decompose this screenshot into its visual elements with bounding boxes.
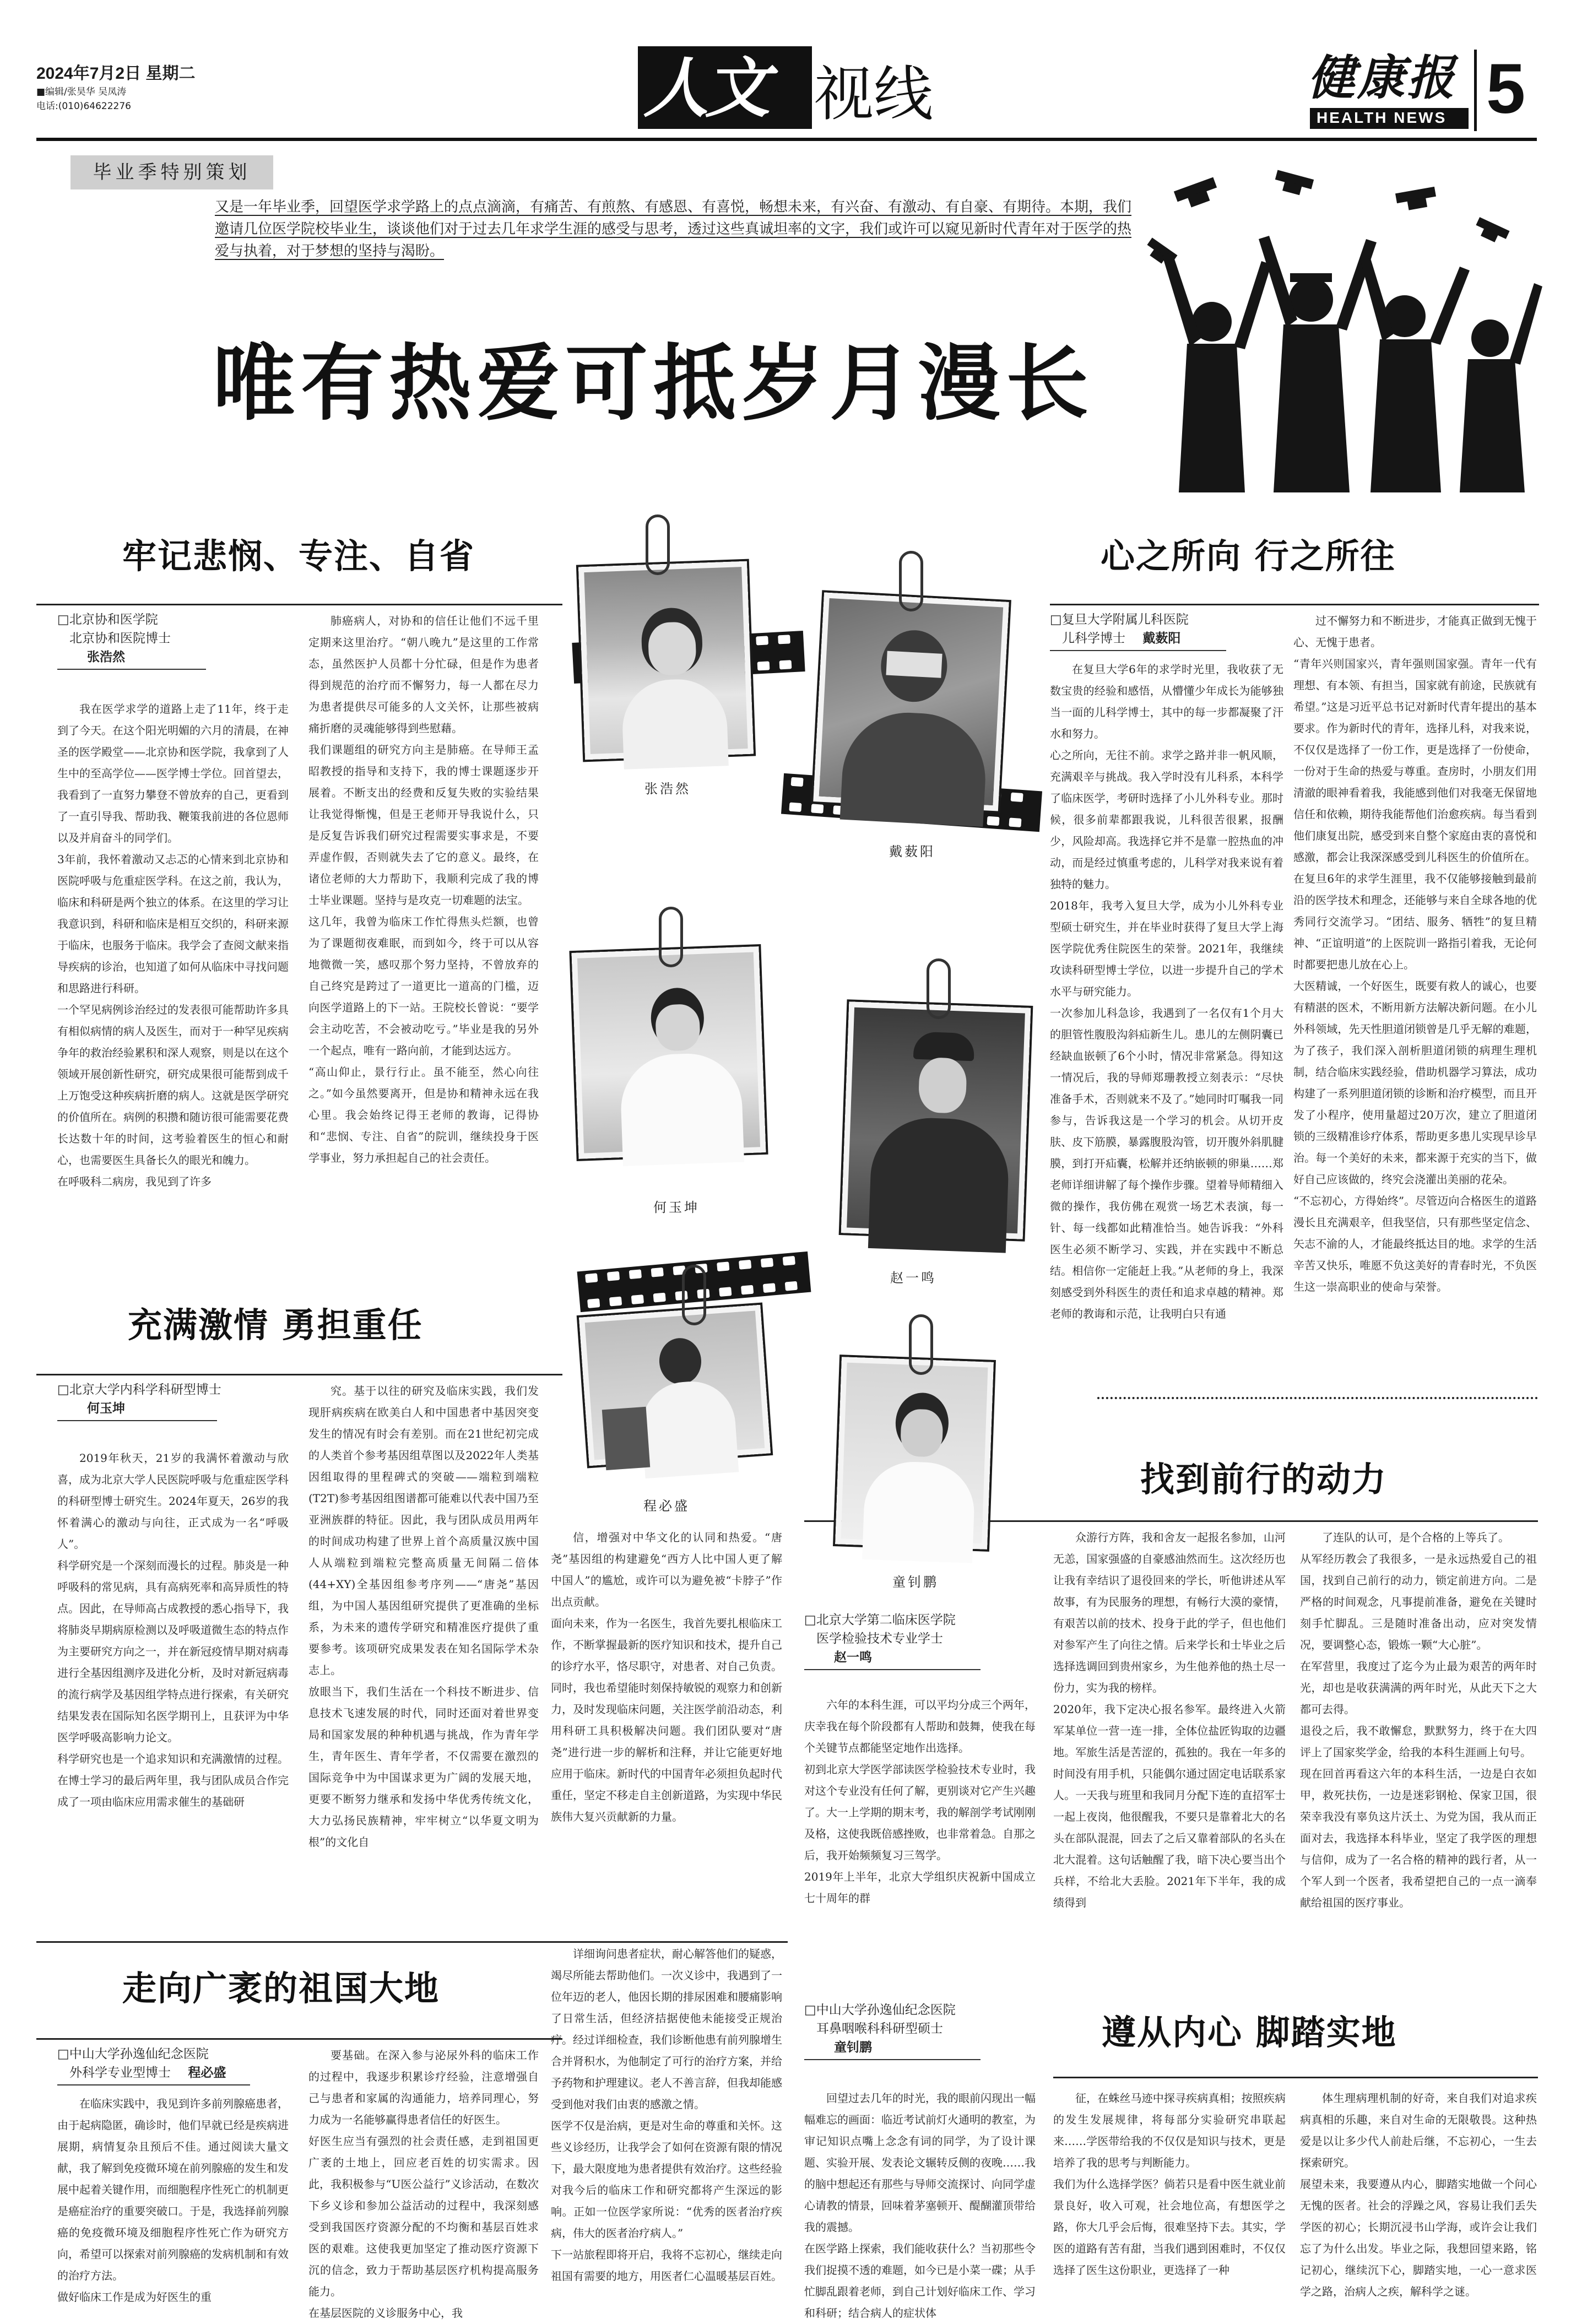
byline-author: 何玉坤 [87,1401,125,1416]
section-title-main: 人文 [643,50,767,126]
feature-intro: 又是一年毕业季，回望医学求学路上的点点滴滴，有痛苦、有煎熬、有感恩、有喜悦，畅想未来，有兴奋、有激动、有自豪、有期待。本期，我们邀请几位医学院校毕业生，谈谈他们对于过去几年求学生涯的感受与思考，透过这些真诚坦率的文字，我们或许可以窥见新时代青年对于医学的热爱与执着，对于梦想的坚持与渴盼。 [215,199,1132,259]
masthead-date: 2024年7月2日 星期二 [36,64,196,83]
article-body-a5-col3: 详细询问患者症状，耐心解答他们的疑惑，竭尽所能去帮助他们。一次义诊中，我遇到了一位年迈的老人，他因长期的排尿困难和腰痛影响了日常生活，但经济拮据使他未能接受正规治疗。经过详细检查，我们诊断他患有前列腺增生合并肾积水，为他制定了可行的治疗方案，并给予药物和护理建议。老人不善言辞，但我却能感受到他对我们由衷的感激之情。 医学不仅是治病，更是对生命的尊重和关怀。这些义诊经历，让我学会了如何在资源有限的情况下，最大限度地为患者提供有效治疗。这些经验对我今后的临床工作和研究都将产生深远的影响。正如一位医学家所说：“优秀的医者治疗疾病，伟大的医者治疗病人。” 下一站旅程即将开启，我将不忘初心，继续走向祖国有需要的地方，用医者仁心温暖基层百姓。 [551,1947,782,2283]
byline-affil1: □复旦大学附属儿科医院 [1050,613,1189,627]
byline-author: 赵一鸣 [834,1650,872,1665]
photo-dai-souyang [813,592,1009,811]
paperclip [659,907,683,967]
article-body-a3-col3: 信，增强对中华文化的认同和热爱。“唐尧”基因组的构建避免“西方人比中国人更了解中国人”的尴尬，或许可以为避免被“卡脖子”作出点贡献。 面向未来，作为一名医生，我首先要扎根临床工作，不断掌握最新的医疗知识和技术，提升自己的诊疗水平，恪尽职守，对患者、对自己负责。同时，我也希望能时刻保持敏锐的观察力和创新力，及时发现临床问题，关注医学前沿动态，利用科研工具积极解决问题。我们团队要对“唐尧”进行进一步的解析和注释，并让它能更好地应用于临床。新时代的中国青年必须担负起时代重任，坚定不移走自主创新道路，为实现中华民族伟大复兴贡献新的力量。 [551,1531,782,1823]
photo-tong-zhaopeng [835,1357,994,1549]
byline-author: 戴薮阳 [1142,631,1181,646]
paper-name-en: HEALTH NEWS [1317,109,1447,126]
feature-label: 毕业季特别策划 [71,155,273,189]
byline-author: 程必盛 [188,2066,226,2080]
article-body-a5-col2: 要基础。在深入参与泌尿外科的临床工作的过程中，我逐步积累诊疗经验，注意增强自己与患者和家属的沟通能力，培养同理心，努力成为一名能够赢得患者信任的好医生。 好医生应当有强烈的社会责任感，走到祖国更广袤的土地上，回应老百姓的切实需求。因此，我积极参与“U医公益行”义诊活动，在数次下乡义诊和参加公益活动的过程中，我深刻感受到我国医疗资源分配的不均衡和基层百姓求医的艰难。这使我更加坚定了推动医疗资源下沉的信念，致力于帮助基层医疗机构提高服务能力。 在基层医院的义诊服务中心，我 [308,2049,539,2320]
byline-affil1: □中山大学孙逸仙纪念医院 [804,2003,956,2017]
graduates-silhouette-illustration [1129,156,1542,492]
byline-affil1: □中山大学孙逸仙纪念医院 [57,2047,209,2061]
photo-cheng-bisheng [579,1305,771,1466]
paper-name: 健康报 [1308,50,1456,106]
article-body-a2-col2: 过不懈努力和不断进步，才能真正做到无愧于心、无愧于患者。 “青年兴则国家兴，青年强则国家强。青年一代有理想、有本领、有担当，国家就有前途，民族就有希望。”这是习近平总书记对新时代青年提出的基本要求。作为新时代的青年，选择儿科，对我来说，不仅仅是选择了一份工作，更是选择了一份使命，一份对于生命的热爱与尊重。查房时，小朋友们用清澈的眼神看着我，我能感到他们对我毫无保留地信任和依赖，期待我能帮他们治愈疾病。每当看到他们康复出院，感受到来自整个家庭由衷的喜悦和感激，都会让我深深感受到儿科医生的价值所在。 在复旦6年的求学生涯里，我不仅能够接触到最前沿的医学技术和理念，还能够与来自全球各地的优秀同行交流学习。“团结、服务、牺牲”的复旦精神、“正谊明道”的上医院训一路指引着我，无论何时都要把患儿放在心上。 大医精诚，一个好医生，既要有救人的诚心，也要有精湛的医术，不断用新方法解决新问题。在小儿外科领域，先天性胆道闭锁曾是几乎无解的难题，为了孩子，我们深入剖析胆道闭锁的病理生理机制，结合临床实践经验，借助机器学习算法，成功构建了一系列胆道闭锁的诊断和治疗模型，而且开发了小程序，使用量超过20万次，建立了胆道闭锁的三级精准诊疗体系，帮助更多患儿实现早诊早治。每一个美好的未来，都来源于充实的当下，做好自己应该做的，终究会浇灌出美丽的花朵。 “不忘初心，方得始终”。尽管迈向合格医生的道路漫长且充满艰辛，但我坚信，只有那些坚定信念、矢志不渝的人，才能最终抵达目的地。求学的生活辛苦又快乐，唯愿不负这美好的青春时光，不负医生这一崇高职业的使命与荣誉。 [1293,614,1537,1293]
title-rule-a6 [1053,2077,1538,2078]
byline-affil2: 耳鼻咽喉科科研型硕士 [816,2022,943,2036]
article-title-a6: 遵从内心 脚踏实地 [1102,2012,1397,2052]
article-title-a2: 心之所向 行之所往 [1101,536,1396,576]
byline-a3 [57,1380,289,1421]
paperclip [682,1265,706,1325]
byline-affil2: 外科学专业型博士 [69,2066,171,2080]
article-body-a6-col1: 回望过去几年的时光，我的眼前闪现出一幅幅难忘的画面：临近考试前灯火通明的教室，为审记知识点嘴上念念有词的同学，为了设计课题、实验开展、发表论文辗转反侧的夜晚……我的脑中想起还有那些与导师交流探讨、向同学虚心请教的情景，回味着茅塞顿开、醍醐灌顶带给我的震撼。 在医学路上探索，我们能收获什么？当初那些令我们捉摸不透的难题，如今已是小菜一碟；从手忙脚乱跟着老师，到自己计划好临床工作、学习和科研；结合病人的症状体 [804,2092,1036,2320]
byline-a1 [57,610,223,670]
paperclip [909,1314,933,1375]
title-rule-a2 [1050,604,1539,605]
photo-caption: 程必盛 [643,1498,690,1514]
article-body-a6-col2: 征，在蛛丝马迹中探寻疾病真相；按照疾病的发生发展规律，将每部分实验研究串联起来……学医带给我的不仅仅是知识与技术，更是培养了我的思考与判断能力。 我们为什么选择学医？倘若只是看中医生就业前景良好，收入可观，社会地位高，有想医学之路，你大几乎会后悔，很难坚持下去。其实，学医的道路有苦有甜，当我们遇到困难时，不仅仅选择了医生这份职业，更选择了一种 [1053,2092,1286,2277]
paperclip [899,551,923,611]
article-body-a1-col1: 我在医学求学的道路上走了11年，终于走到了今天。在这个阳光明媚的六月的清晨，在神圣的医学殿堂——北京协和医学院，我拿到了人生中的至高学位——医学博士学位。回首望去，我看到了一直努力攀登不曾放弃的自己，更看到了一直引导我、帮助我、鞭策我前进的各位恩师以及并肩奋斗的同学们。 3年前，我怀着激动又忐忑的心情来到北京协和医院呼吸与危重症医学科。在这之前，我认为，临床和科研是两个独立的体系。在这里的学习让我意识到，科研和临床是相互交织的，科研来源于临床，也服务于临床。我学会了查阅文献来指导疾病的诊治，也知道了如何从临床中寻找问题和思路进行科研。 一个罕见病例诊治经过的发表很可能帮助许多具有相似病情的病人及医生，而对于一种罕见疾病争年的救治经验累积和深人观察，则是以在这个领域开展创新性研究，研究成果很可能帮到成千上万饱受这种疾病折磨的病人。这就是医学研究的价值所在。病例的积攒和随访很可能需要花费长达数十年的时间，这考验着医生的恒心和耐心，也需要医生具备长久的眼光和魄力。 在呼吸科二病房，我见到了许多 [57,702,289,1188]
byline-a5 [57,2045,316,2085]
article-body-a4-col2: 众游行方阵，我和舍友一起报名参加，山河无恙，国家强盛的自豪感油然而生。这次经历也让我有幸结识了退役回来的学长，听他讲述从军故事，有为民服务的理想，有畅行大漠的豪情，有艰苦以前的技术、投身于此的学子，但也他们对参军产生了向往之情。后来学长和士毕业之后选择选调回到贵州家乡，为生他养他的热土尽一份力，实为我的榜样。 2020年，我下定决心报名参军。最终进入火箭军某单位一营一连一排，全体位盐匠钩取的边疆地。军旅生活是苦涩的，孤独的。我在一年多的时间没有用手机，只能偶尔通过固定电话联系家人。一天我与班里和我同月分配下连的直招军士一起上夜岗，他很醒我，不要只是靠着北大的名头在部队混混，回去了之后又靠着部队的名头在北大混着。这句话触醒了我，暗下决心要当出个兵样，不给北大丢脸。2021年下半年，我的成绩得到 [1053,1531,1286,1909]
photo-caption: 何玉坤 [653,1200,700,1215]
article-body-a4-col1: 六年的本科生涯，可以平均分成三个两年，庆幸我在每个阶段都有人帮助和鼓舞，使我在每个关键节点都能坚定地作出选择。 初到北京大学医学部读医学检验技术专业时，我对这个专业没有任何了解，更别谈对它产生兴趣了。大一上学期的期末考，我的解剖学考试刚刚及格，这使我既倍感挫败，也非常着急。自那之后，我开始频频复习三驾学。 2019年上半年，北京大学组织庆祝新中国成立七十周年的群 [804,1698,1036,1905]
article-body-a3-col2: 究。基于以往的研究及临床实践，我们发现肝病疾病在欧美白人和中国患者中基因突变发生的情况有时会有差别。而在21世纪初完成的人类首个参考基因组草图以及2022年人类基因组取得的里程碑式的突破——端粒到端粒(T2T)参考基因组图谱都可能难以代表中国乃至亚洲族群的特征。因此，我与团队成员用两年的时间成功构建了世界上首个高质量汉族中国人从端粒到端粒完整高质量无间隔二倍体(44+XY)全基因组参考序列——“唐尧”基因组，为中国人基因组研究提供了更准确的坐标系，为未来的遗传学研究和精准医疗提供了重要参考。该项研究成果发表在知名国际学术杂志上。 放眼当下，我们生活在一个科技不断进步、信息技术飞速发展的时代，同时还面对着世界变局和国家发展的种种机遇与挑战，作为青年学生，青年医生、青年学者，不仅需要在激烈的国际竞争中为中国谋求更为广阔的发展天地，更要不断努力继承和发扬中华优秀传统文化，大力弘扬民族精神，牢牢树立“以华夏文明为根”的文化自 [308,1384,539,1849]
title-rule-a3 [36,1374,562,1375]
byline-affil2: 北京协和医院博士 [69,631,171,646]
masthead-editors: ■编辑/张昊华 吴凤涛 [36,86,127,97]
masthead-rule [36,138,1537,141]
article-title-a1: 牢记悲悯、专注、自省 [122,536,475,576]
paperclip [927,958,951,1019]
article-title-a4: 找到前行的动力 [1140,1459,1388,1499]
feature-headline: 唯有热爱可抵岁月漫长 [213,336,1095,432]
byline-affil2: 医学检验技术专业学士 [816,1632,943,1646]
byline-affil1: □北京大学第二临床医学院 [804,1613,956,1627]
article-body-a1-col2: 肺癌病人，对协和的信任让他们不远千里定期来这里治疗。“朝八晚九”是这里的工作常态，虽然医护人员都十分忙碌，但是作为患者得到规范的治疗而不懈努力，每一人都在尽力为患者提供尽可能多的人文关怀，让那些被病痛折磨的灵魂能够得到些慰藉。 我们课题组的研究方向主是肺癌。在导师王孟昭教授的指导和支持下，我的博士课题逐步开展着。不断支出的经费和反复失败的实验结果让我觉得惭愧，但是王老师开导我说什么，只是反复告诉我们研究过程需要实事求是，不要弄虚作假，否则就失去了它的意义。最终，在诸位老师的大力帮助下，我顺利完成了我的博士毕业课题。坚持与是攻克一切难题的法宝。 这几年，我曾为临床工作忙得焦头烂额，也曾为了课题彻夜难眠，而到如今，终于可以从容地微微一笑，感叹那个努力坚持，不曾放弃的自己终究是跨过了一道更比一道高的门槛，迈向医学道路上的下一站。王院校长曾说：“要学会主动吃苦，不会被动吃亏。”毕业是我的另外一个起点，唯有一路向前，才能到达远方。 “高山仰止，景行行止。虽不能至，然心向往之。”如今虽然要离开，但是协和精神永远在我心里。我会始终记得王老师的教诲，记得协和“悲悯、专注、自省”的院训，继续投身于医学事业，努力承担起自己的社会责任。 [308,614,539,1164]
byline-affil2: 儿科学博士 [1062,631,1125,646]
byline-a4 [804,1611,1036,1670]
masthead-phone: 电话:(010)64622276 [36,101,131,112]
article-body-a4-col3: 了连队的认可，是个合格的上等兵了。 从军经历教会了我很多，一是永远热爱自己的祖国，找到自己前行的动力，锁定前进方向。二是严格的时间观念，凡事提前准备，避免在关键时刻手忙脚乱。三是随时准备出动，应对突发情况，要调整心态，锻炼一颗“大心脏”。 在军营里，我度过了迄今为止最为艰苦的两年时光，却也是收获满满的两年时光，从此天下之大都可去得。 退役之后，我不敢懈怠，默默努力，终于在大四评上了国家奖学金，给我的本科生涯画上句号。 现在回首再看这六年的本科生活，一边是白衣如甲，救死扶伤，一边是迷彩钢枪、保家卫国，很荣幸我没有辜负这片沃土、为党为国，我从而正面对去，我选择本科毕业，坚定了我学医的理想与信仰，成为了一名合格的精神的践行者，从一个军人到一个医者，我希望把自己的一点一滴奉献给祖国的医疗事业。 [1300,1531,1537,1909]
byline-author: 张浩然 [87,650,125,664]
photo-caption: 张浩然 [644,781,691,797]
article-title-a3: 充满激情 勇担重任 [128,1305,423,1345]
title-rule-a5 [36,2038,562,2040]
byline-affil1: □北京大学内科学科研型博士 [57,1383,221,1397]
photo-he-yukun [572,946,766,1159]
photo-zhao-yiming [841,1001,1031,1239]
article-body-a6-col3: 体生理病理机制的好奇，来自我们对追求疾病真相的乐趣，来自对生命的无限敬畏。这种热爱是以让多少代人前赴后继，不忘初心，一生去探索研究。 展望未来，我要遵从内心，脚踏实地做一个问心无愧的医者。社会的浮躁之风，容易让我们丢失学医的初心；长期沉浸书山学海，或许会让我们忘了为什么出发。毕业之际，我想回望来路，铭记初心，继续沉下心，脚踏实地，一心一意求医学之路，治病人之疾，解科学之谜。 [1300,2092,1537,2298]
byline-affil1: □北京协和医学院 [57,613,158,627]
photo-zhang-haoran [578,561,754,760]
page-number: 5 [1486,50,1526,128]
section-rule-bottom [36,1941,788,1943]
byline-a6 [804,2001,1036,2060]
masthead-divider [1474,50,1477,131]
photo-caption: 戴薮阳 [889,844,935,859]
article-body-a2-col1: 在复旦大学6年的求学时光里，我收获了无数宝贵的经验和感悟，从懵懂少年成长为能够独当一面的儿科学博士，其中的每一步都凝聚了汗水和努力。 心之所向，无往不前。求学之路并非一帆风顺，充满艰辛与挑战。我入学时没有儿科系，本科学了临床医学，考研时选择了小儿外科专业。那时候，很多前辈都跟我说，儿科很苦很累，报酬少，风险却高。我选择它并不是靠一腔热血的冲动，而是经过慎重考虑的，儿科学对我来说有着独特的魅力。 2018年，我考入复旦大学，成为小儿外科专业型硕士研究生，并在毕业时获得了复旦大学上海医学院优秀住院医生的荣誉。2021年，我继续攻读科研型博士学位，以进一步提升自己的学术水平与研究能力。 一次参加儿科急诊，我遇到了一名仅有1个月大的胆管性腹股沟斜疝新生儿。患儿的左侧阴囊已经缺血嵌顿了6个小时，情况非常紧急。得知这一情况后，我的导师郑珊教授立刻表示：“尽快准备手术，否则就来不及了。”她同时叮嘱我一同参与，告诉我这是一个学习的机会。从切开皮肤、皮下筋膜，暴露腹股沟管，切开腹外斜肌腱膜，到打开疝囊，松解并还纳嵌顿的卵巢……郑老师详细讲解了每个操作步骤。望着导师精细入微的操作，我仿佛在观赏一场艺术表演，每一针、每一线都如此精准恰当。她告诉我：“外科医生必须不断学习、实践，并在实践中不断总结。相信你一定能赶上我。”从老师的身上，我深刻感受到外科医生的责任和追求卓越的精神。郑老师的教诲和示范，让我明白只有通 [1050,663,1283,1320]
dotted-divider-a4 [1097,1397,1538,1399]
section-title-sub: 视线 [814,60,934,129]
paperclip [646,514,670,575]
article-body-a3-col1: 2019年秋天，21岁的我满怀着激动与欣喜，成为北京大学人民医院呼吸与危重症医学科的科研型博士研究生。2024年夏天，26岁的我怀着满心的激动与向往，正式成为一名“呼吸人”。 科学研究是一个深刻而漫长的过程。肺炎是一种呼吸科的常见病，具有高病死率和高异质性的特点。因此，在导师高占成教授的悉心指导下，我将肺炎早期病原检测以及呼吸道微生态的特点作为主要研究方向之一，并在新冠疫情早期对病毒进行全基因组测序及进化分析，及时对新冠病毒的流行病学及基因组学特点进行探索，有关研究结果发表在国际知名医学期刊上，且获评为中华医学呼吸高影响力论文。 科学研究也是一个追求知识和充满激情的过程。在博士学习的最后两年里，我与团队成员合作完成了一项由临床应用需求催生的基础研 [57,1451,289,1808]
article-title-a5: 走向广袤的祖国大地 [122,1968,440,2008]
title-rule-a1 [36,604,562,605]
photo-caption: 赵一鸣 [890,1270,936,1286]
byline-a2 [1050,610,1248,651]
byline-author: 童钊鹏 [834,2040,872,2055]
photo-caption: 童钊鹏 [892,1574,939,1590]
article-body-a5-col1: 在临床实践中，我见到许多前列腺癌患者，由于起病隐匿，确诊时，他们早就已经是疾病进展期，病情复杂且预后不佳。通过阅读大量文献，我了解到免疫微环境在前列腺癌的发生和发展中起着关键作用，而细胞程序性死亡的机制更是癌症治疗的重要突破口。于是，我选择前列腺癌的免疫微环境及细胞程序性死亡作为研究方向，希望可以探索对前列腺癌的发病机制和有效的治疗方法。 做好临床工作是成为好医生的重 [57,2097,289,2304]
